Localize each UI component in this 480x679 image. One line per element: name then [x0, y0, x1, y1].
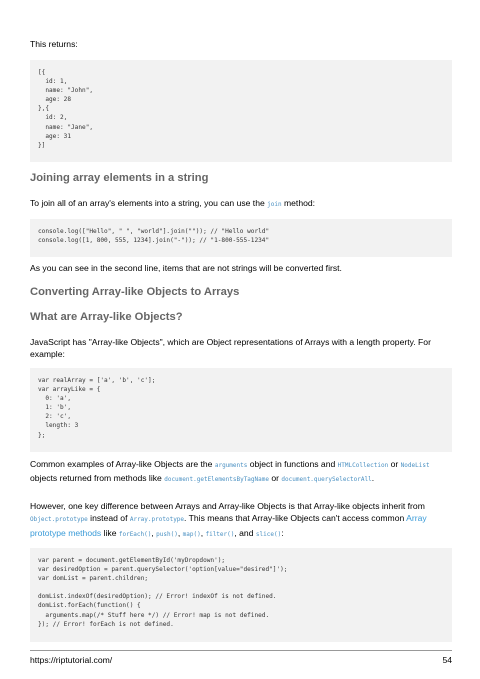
- page-footer: [30, 650, 452, 665]
- heading-what-are: What are Array-like Objects?: [30, 311, 183, 323]
- paragraph-second-line: As you can see in the second line, items that are not strings will be converted first.: [30, 263, 342, 273]
- code-block-dom-list: var parent = document.getElementById('myDropdown'); var desiredOption = parent.querySelector('option[value="desired"]'); var domList = parent.children; domList.indexOf(desiredOption); // Error! indexOf is not defined. domList.forEach(function() { arguments.map(/* Stuff here */) // Error! map is not defined. }); // Error! forEach is not defined.: [30, 548, 452, 642]
- paragraph-common-examples: Common examples of Array-like Objects are the arguments object in functions and HTMLCollection or NodeList objects returned from methods like document.getElementsByTagName or document.querySelectorAll.: [30, 459, 430, 484]
- array-prototype-methods-link[interactable]: Array prototype methods: [30, 513, 427, 538]
- intro-text: This returns:: [30, 39, 78, 49]
- code-block-array-like: var realArray = ['a', 'b', 'c']; var arrayLike = { 0: 'a', 1: 'b', 2: 'c', length: 3 };: [30, 368, 452, 452]
- code-block-join: console.log(["Hello", " ", "world"].join("")); // "Hello world" console.log([1, 800, 555, 1234].join("-")); // "1-800-555-1234": [30, 219, 452, 257]
- paragraph-join: To join all of an array's elements into a string, you can use the join method:: [30, 198, 316, 208]
- footer-url[interactable]: https://riptutorial.com/: [30, 655, 113, 665]
- heading-joining: Joining array elements in a string: [30, 172, 209, 184]
- paragraph-js-array-like: JavaScript has "Array-like Objects", which are Object representations of Arrays with a length property. For example:: [30, 337, 431, 360]
- paragraph-however: However, one key difference between Arrays and Array-like Objects is that Array-like objects inherit from Object.prototype instead of Array.prototype. This means that Array-like Objects can't access common Array prototype methods like forEach(), push(), map(), filter(), and slice():: [30, 501, 427, 538]
- heading-converting: Converting Array-like Objects to Arrays: [30, 286, 240, 298]
- code-block-returns: [{ id: 1, name: "John", age: 28 },{ id: 2, name: "Jane", age: 31 }]: [30, 60, 452, 162]
- page-number: 54: [442, 655, 452, 665]
